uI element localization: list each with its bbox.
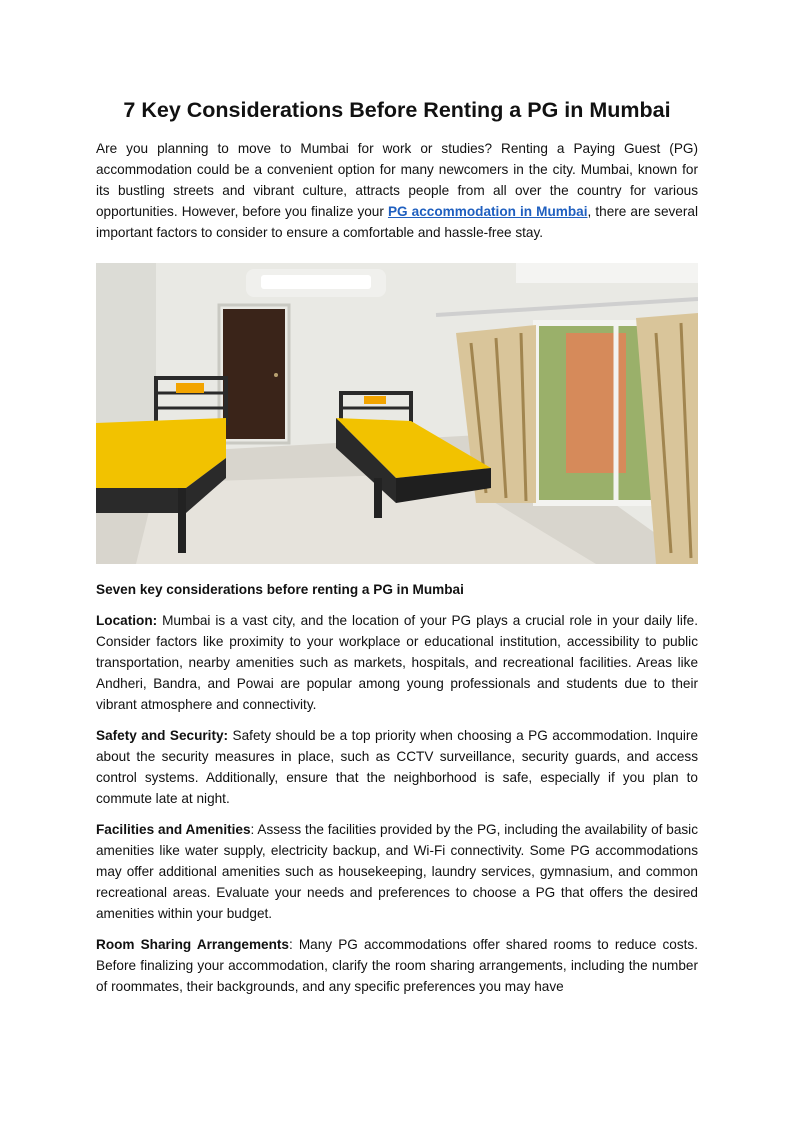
consideration-label: Location:: [96, 613, 158, 628]
intro-text-start: Are you planning to move to Mumbai for work or studies? Renting a Paying Guest (PG) accommodation could be a convenient option for many newcomers in the city. Mumbai, known for its bustling streets and vibrant culture, attracts people from all over the country for various opportunities. However, before you finalize your: [96, 141, 698, 219]
consideration-safety: [96, 725, 698, 809]
intro-paragraph: [96, 138, 698, 243]
consideration-text: : Many PG accommodations offer shared rooms to reduce costs. Before finalizing your accommodation, clarify the room sharing arrangements, including the number of roommates, their backgrounds, and any specific preferences you may have: [96, 937, 698, 994]
consideration-label: Facilities and Amenities: [96, 822, 251, 837]
consideration-room-sharing: [96, 934, 698, 997]
consideration-text: Mumbai is a vast city, and the location of your PG plays a crucial role in your daily life. Consider factors like proximity to your workplace or educational institution, accessibility to public transportation, nearby amenities such as markets, hospitals, and recreational facilities. Areas like Andheri, Bandra, and Powai are popular among young professionals and students due to their vibrant atmosphere and connectivity.: [96, 613, 698, 712]
document-page: [96, 96, 698, 997]
consideration-text: : Assess the facilities provided by the PG, including the availability of basic amenities like water supply, electricity backup, and Wi-Fi connectivity. Some PG accommodations may offer additional amenities such as housekeeping, laundry services, gymnasium, and common recreational areas. Evaluate your needs and preferences to choose a PG that offers the desired amenities within your budget.: [96, 822, 698, 921]
section-heading: Seven key considerations before renting a PG in Mumbai: [96, 582, 464, 597]
consideration-label: Safety and Security:: [96, 728, 229, 743]
consideration-facilities: [96, 819, 698, 924]
page-title: 7 Key Considerations Before Renting a PG in Mumbai: [123, 98, 671, 122]
consideration-location: [96, 610, 698, 715]
pg-room-photo: [96, 263, 698, 564]
intro-text-end: , there are several important factors to consider to ensure a comfortable and hassle-free stay.: [96, 204, 698, 240]
consideration-text: Safety should be a top priority when choosing a PG accommodation. Inquire about the security measures in place, such as CCTV surveillance, security guards, and access control systems. Additionally, ensure that the neighborhood is safe, especially if you plan to commute late at night.: [96, 728, 698, 806]
consideration-label: Room Sharing Arrangements: [96, 937, 289, 952]
pg-accommodation-link[interactable]: PG accommodation in Mumbai: [387, 204, 588, 219]
